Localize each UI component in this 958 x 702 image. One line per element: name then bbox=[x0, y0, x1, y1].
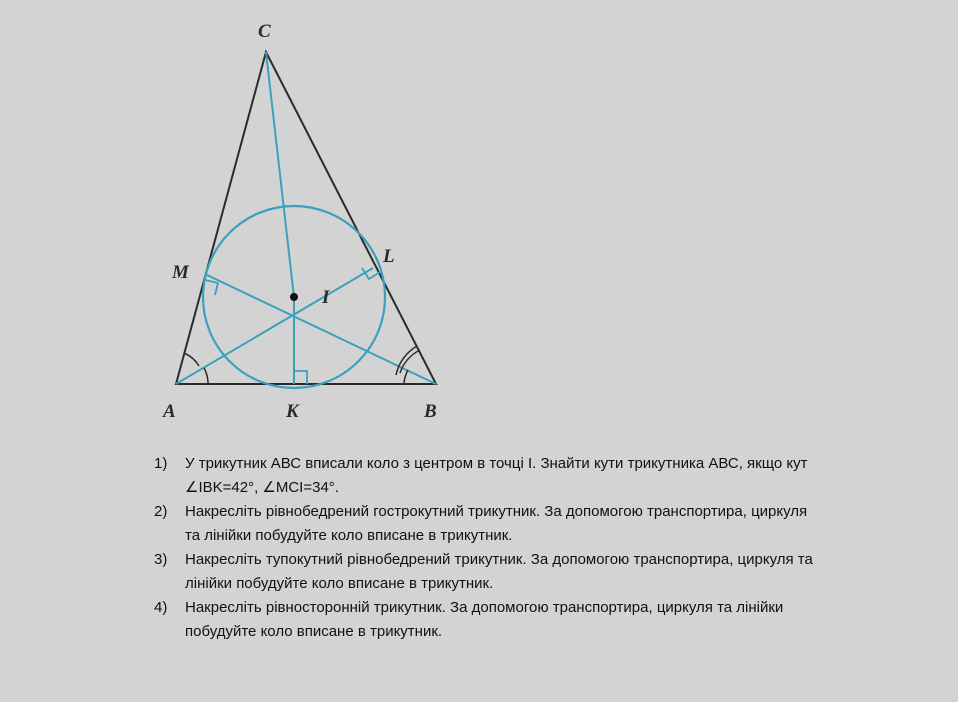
task-text-line1: Накресліть рівнобедрений гострокутний трикутник. За допомогою транспортира, циркуля bbox=[185, 503, 808, 520]
label-i: I bbox=[322, 287, 330, 308]
label-c: C bbox=[258, 21, 271, 42]
task-text-line1: Накресліть тупокутний рівнобедрений трикутник. За допомогою транспортира, циркуля та bbox=[185, 551, 813, 568]
task-number: 4) bbox=[154, 599, 168, 616]
label-m: M bbox=[172, 262, 189, 283]
task-list bbox=[148, 452, 938, 644]
task-text-line2: побудуйте коло вписане в трикутник. bbox=[185, 623, 443, 640]
task-number: 2) bbox=[154, 503, 168, 520]
angle-arc-a bbox=[204, 368, 208, 384]
triangle-abc bbox=[176, 52, 436, 384]
task-text-line2: та лінійки побудуйте коло вписане в трикутник. bbox=[185, 527, 513, 544]
angle-arc-b-2 bbox=[400, 350, 420, 373]
bisector-c bbox=[266, 52, 294, 297]
right-angle-k bbox=[294, 371, 307, 384]
task-text-line1: У трикутник АВС вписали коло з центром в точці І. Знайти кути трикутника АВС, якщо кут bbox=[185, 455, 808, 472]
task-item bbox=[148, 548, 938, 596]
bisector-a bbox=[176, 268, 373, 384]
angle-arc-b bbox=[404, 370, 408, 384]
label-a: A bbox=[163, 401, 176, 422]
task-item bbox=[148, 596, 938, 644]
incenter-point bbox=[290, 293, 298, 301]
task-item bbox=[148, 452, 938, 500]
right-angle-m bbox=[205, 280, 218, 295]
angle-arc-a-2 bbox=[184, 353, 199, 366]
task-item bbox=[148, 500, 938, 548]
task-text-line2: лінійки побудуйте коло вписане в трикутник. bbox=[185, 575, 494, 592]
task-text-line2: ∠IBK=42°, ∠MCI=34°. bbox=[185, 479, 339, 496]
label-b: B bbox=[424, 401, 437, 422]
label-k: K bbox=[286, 401, 299, 422]
task-number: 1) bbox=[154, 455, 168, 472]
label-l: L bbox=[383, 246, 395, 267]
task-text-line1: Накресліть рівносторонній трикутник. За допомогою транспортира, циркуля та лінійки bbox=[185, 599, 784, 616]
task-number: 3) bbox=[154, 551, 168, 568]
